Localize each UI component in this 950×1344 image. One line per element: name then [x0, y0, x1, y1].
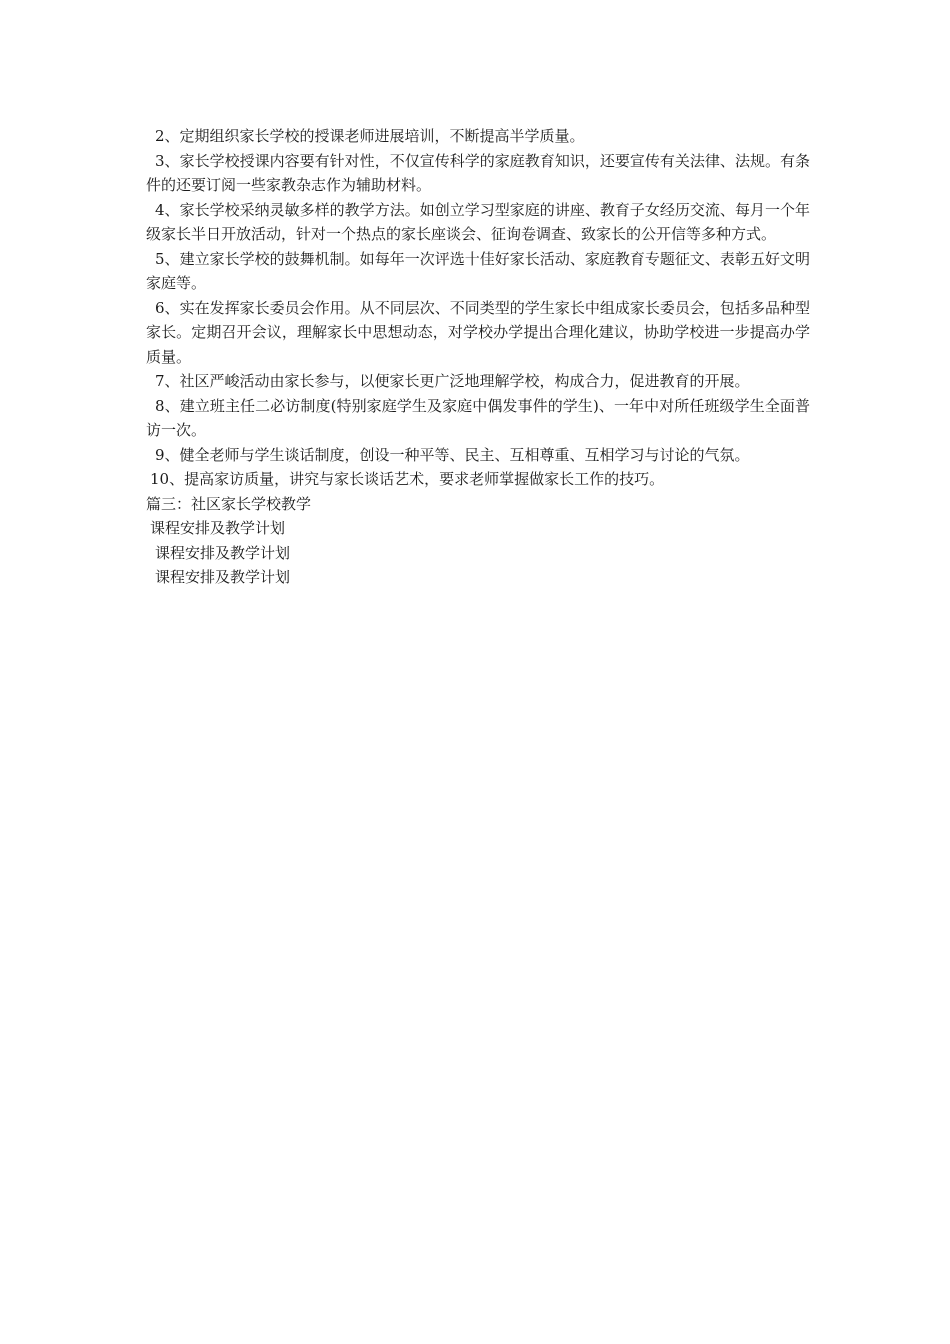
paragraph-item-4: 4、家长学校采纳灵敏多样的教学方法。如创立学习型家庭的讲座、教育子女经历交流、每月一个年级家长半日开放活动，针对一个热点的家长座谈会、征询卷调查、致家长的公开信等多种方式。: [146, 200, 810, 243]
paragraph-item-2: 2、定期组织家长学校的授课老师进展培训，不断提高半学质量。: [155, 127, 585, 145]
document-page: [146, 124, 810, 590]
paragraph-item-10: 10、提高家访质量，讲究与家长谈话艺术，要求老师掌握做家长工作的技巧。: [150, 470, 665, 488]
schedule-line-2: 课程安排及教学计划: [155, 543, 291, 562]
paragraph-item-3: 3、家长学校授课内容要有针对性，不仅宣传科学的家庭教育知识，还要宣传有关法律、法规。有条件的还要订阅一些家教杂志作为辅助材料。: [146, 151, 810, 194]
schedule-line-3: 课程安排及教学计划: [155, 568, 291, 586]
paragraph-item-7: 7、社区严峻活动由家长参与，以便家长更广泛地理解学校，构成合力，促进教育的开展。: [155, 372, 750, 390]
paragraph-item-6: 6、实在发挥家长委员会作用。从不同层次、不同类型的学生家长中组成家长委员会，包括多品种型家长。定期召开会议，理解家长中思想动态，对学校办学提出合理化建议，协助学校进一步提高办学质量。: [146, 298, 810, 366]
schedule-line-1: 课程安排及教学计划: [150, 519, 286, 537]
paragraph-item-9: 9、健全老师与学生谈话制度，创设一种平等、民主、互相尊重、互相学习与讨论的气氛。: [155, 445, 750, 464]
paragraph-item-8: 8、建立班主任二必访制度(特别家庭学生及家庭中偶发事件的学生)、一年中对所任班级学生全面普访一次。: [146, 396, 810, 439]
section-title: 篇三：社区家长学校教学: [146, 494, 312, 513]
paragraph-item-5: 5、建立家长学校的鼓舞机制。如每年一次评选十佳好家长活动、家庭教育专题征文、表彰五好文明家庭等。: [146, 249, 810, 292]
